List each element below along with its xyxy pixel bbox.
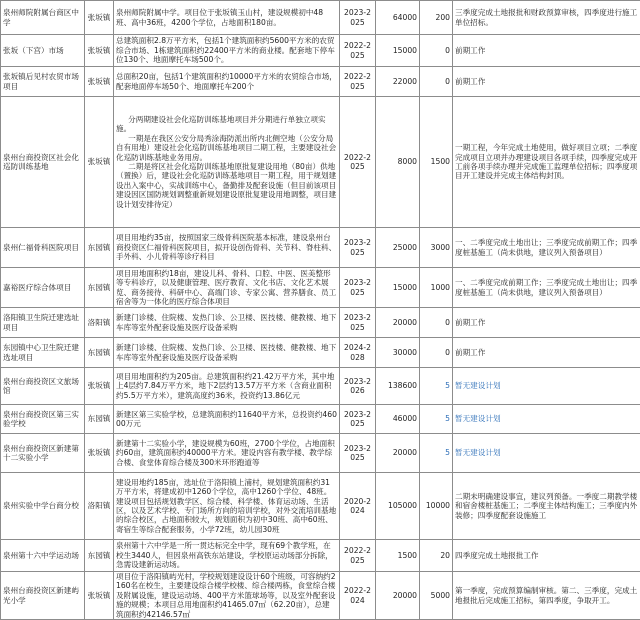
progress-cell: 前期工作	[453, 308, 640, 338]
period-cell: 2023-2025	[340, 405, 376, 434]
town-cell: 洛阳镇	[85, 473, 114, 540]
total-investment-cell: 20000	[376, 434, 420, 473]
description-paragraph: 二期是将区社会化巡防训练基地原批复建设用地（80亩）供地（置换）后，建设社会化巡防训练基地项目一期工程，用于规划建设出入案中心，实战训练中心，备勤排及配套设施（但目前该项目建设因区国防规划调整重新规划建设原批复建设用地调整，项目建设计划安排待定）	[116, 162, 337, 209]
description-cell: 项目用地面积约18亩，建设儿科、骨科、口腔、中医、医美整形等专科诊疗，以及健康管理、医疗教育、文化书店、文化艺术展览、商务接待、科研中心、高端门诊、专家公寓、营养膳食、员工宿舍等为一体化的医疗综合体项目	[114, 268, 340, 308]
annual-investment-cell: 3000	[420, 228, 453, 268]
project-name-cell: 泉州台商投资区新建屿光小学	[1, 572, 85, 620]
table-row	[1, 67, 640, 97]
progress-cell[interactable]: 暂无建设计划	[453, 405, 640, 434]
description-cell: 新建第十二实验小学，建设规模为60班，2700个学位，占地面积约60亩，建筑面积约40000平方米。建设内容有教学楼、教学综合楼、食堂体育综合楼及300米环形跑道等	[114, 434, 340, 473]
total-investment-cell: 15000	[376, 268, 420, 308]
period-cell: 2023-2025	[340, 434, 376, 473]
progress-cell: 四季度完成土地报批工作	[453, 540, 640, 572]
total-investment-cell: 105000	[376, 473, 420, 540]
total-investment-cell: 20000	[376, 308, 420, 338]
period-cell: 2022-2024	[340, 572, 376, 620]
town-cell: 洛阳镇	[85, 308, 114, 338]
progress-cell[interactable]: 暂无建设计划	[453, 368, 640, 405]
period-cell: 2023-2025	[340, 268, 376, 308]
town-cell: 东园镇	[85, 405, 114, 434]
town-cell: 张坂镇	[85, 572, 114, 620]
description-cell: 新建门诊楼、住院楼、发热门诊、公卫楼、医技楼、健教楼、地下车库等室外配套设施及医疗设备采购	[114, 338, 340, 368]
project-name-cell: 泉州台商投资区第三实验学校	[1, 405, 85, 434]
total-investment-cell: 138600	[376, 368, 420, 405]
period-cell: 2022-2025	[340, 67, 376, 97]
period-cell: 2023-2025	[340, 308, 376, 338]
table-row	[1, 97, 640, 228]
annual-investment-cell: 0	[420, 35, 453, 67]
town-cell: 张坂镇	[85, 434, 114, 473]
town-cell: 东园镇	[85, 268, 114, 308]
total-investment-cell: 64000	[376, 1, 420, 35]
description-cell: 新建区第三实验学校，总建筑面积约11640平方米，总投资约46000万元	[114, 405, 340, 434]
annual-flag-cell: 5	[420, 368, 453, 405]
town-cell: 张坂镇	[85, 368, 114, 405]
annual-flag-cell: 5	[420, 405, 453, 434]
project-name-cell: 泉州台商投资区文旅场馆	[1, 368, 85, 405]
town-cell: 张坂镇	[85, 97, 114, 228]
progress-cell: 二期未明确建设事宜，建议列预备。一季度二期教学楼和宿舍楼桩基施工；二季度主体结构施工；三季度内外装修；四季度配套设施施工	[453, 473, 640, 540]
town-cell: 张坂镇	[85, 67, 114, 97]
table-row	[1, 405, 640, 434]
project-name-cell: 泉州仁福骨科医院项目	[1, 228, 85, 268]
annual-flag-cell: 5	[420, 434, 453, 473]
table-row	[1, 268, 640, 308]
description-cell: 项目位于洛阳镇屿光村，学校规划建设设计60个班级，可容纳约2160名在校生，主要建设综合楼学校楼、综合楼两栋，食堂综合楼及附属设施，建设运动场、400平方米篮球场等，以及室外配套设施的规模；本项目总用地面积约41465.07㎡（62.20亩），总建筑面积约42146.57㎡	[114, 572, 340, 620]
progress-cell: 三季度完成土地报批和财政预算审核，四季度进行施工单位招标。	[453, 1, 640, 35]
project-name-cell: 泉州第十六中学运动场	[1, 540, 85, 572]
progress-cell[interactable]: 暂无建设计划	[453, 434, 640, 473]
annual-investment-cell: 1000	[420, 268, 453, 308]
table-row	[1, 35, 640, 67]
description-cell: 泉州师院附属中学。项目位于张坂镇玉山村，建设规模初中48班、高中36班，4200个学位，占地面积180亩。	[114, 1, 340, 35]
total-investment-cell: 15000	[376, 35, 420, 67]
progress-cell: 前期工作	[453, 67, 640, 97]
project-name-cell: 泉州台商投资区新建第十二实验小学	[1, 434, 85, 473]
progress-cell: 一、二季度完成前期工作；三季度完成土地出让；四季度桩基施工（尚未供地，建议列入预备项目）	[453, 268, 640, 308]
annual-investment-cell: 0	[420, 338, 453, 368]
description-cell: 项目用地约35亩，按照国家三级骨科医院基本标准，建设泉州台商投资区仁福骨科医院项目，拟开设创伤骨科、关节科、脊柱科、手外科、小儿骨科等诊疗科目	[114, 228, 340, 268]
annual-investment-cell: 1500	[420, 97, 453, 228]
total-investment-cell: 46000	[376, 405, 420, 434]
annual-investment-cell: 5000	[420, 572, 453, 620]
period-cell: 2023-2026	[340, 368, 376, 405]
progress-cell: 一、二季度完成土地出让；三季度完成前期工作；四季度桩基施工（尚未供地，建议列入预备项目）	[453, 228, 640, 268]
project-name-cell: 东园镇中心卫生院迁建选址项目	[1, 338, 85, 368]
period-cell: 2022-2025	[340, 97, 376, 228]
table-row	[1, 338, 640, 368]
period-cell: 2024-2028	[340, 338, 376, 368]
project-name-cell: 嘉裕医疗综合体项目	[1, 268, 85, 308]
progress-cell: 第一季度，完成预算编制审核。第二、三季度，完成土地报批后完成施工招标，第四季度，争取开工。	[453, 572, 640, 620]
total-investment-cell: 25000	[376, 228, 420, 268]
progress-cell: 前期工作	[453, 35, 640, 67]
progress-cell: 一期工程，今年完成土地使用，做好项目立项；二季度完成项目立项并办理建设项目各项手续，四季度完成开工前各项手续办理并完成施工监理单位招标；四季度项目开工建设并完成主体结构封顶。	[453, 97, 640, 228]
period-cell: 2023-2025	[340, 1, 376, 35]
description-cell: 总建筑面积2.8万平方米，包括1个建筑面积约5600平方米的农贸综合市场、1栋建筑面积约22400平方米的商业楼。配套地下停车位130个、地面摩托车场500个。	[114, 35, 340, 67]
total-investment-cell: 22000	[376, 67, 420, 97]
project-name-cell: 张坂镇后见村农贸市场项目	[1, 67, 85, 97]
description-cell: 项目用地面积约为205亩。总建筑面积约21.42万平方米，其中地上4层约7.84万平方米，地下2层约13.57万平方米（含商业面积约5.5万平方米），建筑高度约36米，投资约13.86亿元	[114, 368, 340, 405]
description-paragraph: 一期是在我区公安分局秀涂海防派出所内北侧空地（公安分局自有用地）建设社会化巡防训练基地项目二期工程，主要建设社会化巡防训练基地业务用房。	[116, 134, 337, 162]
project-name-cell: 张坂（下宫）市场	[1, 35, 85, 67]
table-row	[1, 473, 640, 540]
period-cell: 2022-2025	[340, 35, 376, 67]
project-name-cell: 泉州台商投资区社会化巡防训练基地	[1, 97, 85, 228]
annual-investment-cell: 200	[420, 1, 453, 35]
total-investment-cell: 20000	[376, 572, 420, 620]
town-cell: 东园镇	[85, 338, 114, 368]
annual-investment-cell: 10000	[420, 473, 453, 540]
description-cell: 总面积20亩，包括1个建筑面积约10000平方米的农贸综合市场，配套地面停车场50个、地面摩托车200个	[114, 67, 340, 97]
period-cell: 2020-2024	[340, 473, 376, 540]
period-cell: 2022-2025	[340, 540, 376, 572]
period-cell: 2023-2025	[340, 228, 376, 268]
town-cell: 张坂镇	[85, 35, 114, 67]
project-name-cell: 泉州师院附属台商区中学	[1, 1, 85, 35]
table-row	[1, 540, 640, 572]
town-cell: 东园镇	[85, 228, 114, 268]
description-cell: 新建门诊楼、住院楼、发热门诊、公卫楼、医技楼、健教楼、地下车库等室外配套设施及医疗设备采购	[114, 308, 340, 338]
town-cell: 东园镇	[85, 540, 114, 572]
annual-investment-cell: 0	[420, 308, 453, 338]
table-row	[1, 434, 640, 473]
total-investment-cell: 30000	[376, 338, 420, 368]
table-row	[1, 228, 640, 268]
total-investment-cell: 1500	[376, 540, 420, 572]
project-name-cell: 洛阳镇卫生院迁建选址项目	[1, 308, 85, 338]
total-investment-cell: 8000	[376, 97, 420, 228]
table-row	[1, 1, 640, 35]
annual-investment-cell: 20	[420, 540, 453, 572]
description-cell: 泉州第十六中学是一所一贯达标完全中学，现有69个教学班，在校生3440人，但因泉州高铁东站建设，学校原运动场部分拆除，急需设建新运动场。	[114, 540, 340, 572]
progress-cell: 前期工作	[453, 338, 640, 368]
annual-investment-cell: 0	[420, 67, 453, 97]
table-row	[1, 308, 640, 338]
description-paragraph: 分两期建设社会化巡防训练基地项目并分期进行单独立项实施。	[116, 115, 337, 134]
table-row	[1, 368, 640, 405]
project-name-cell: 泉州实验中学台商分校	[1, 473, 85, 540]
description-cell	[114, 97, 340, 228]
town-cell: 张坂镇	[85, 1, 114, 35]
description-cell: 建设用地约185亩，选址位于洛阳镇上浦村，规划建筑面积约31万平方米，将建成初中1260个学位，高中1260个学位、48班。建设项目包括规划教学区、综合楼、科学楼、体育运动场、生活区，以及艺术学校、专门场所方向的培训学校，对外交流培训基地的综合校区，占地面积较大，规划面积为初中30班、高中60班、寄宿生等综合配套服务，小学72班，幼儿园30班	[114, 473, 340, 540]
table-row	[1, 572, 640, 620]
